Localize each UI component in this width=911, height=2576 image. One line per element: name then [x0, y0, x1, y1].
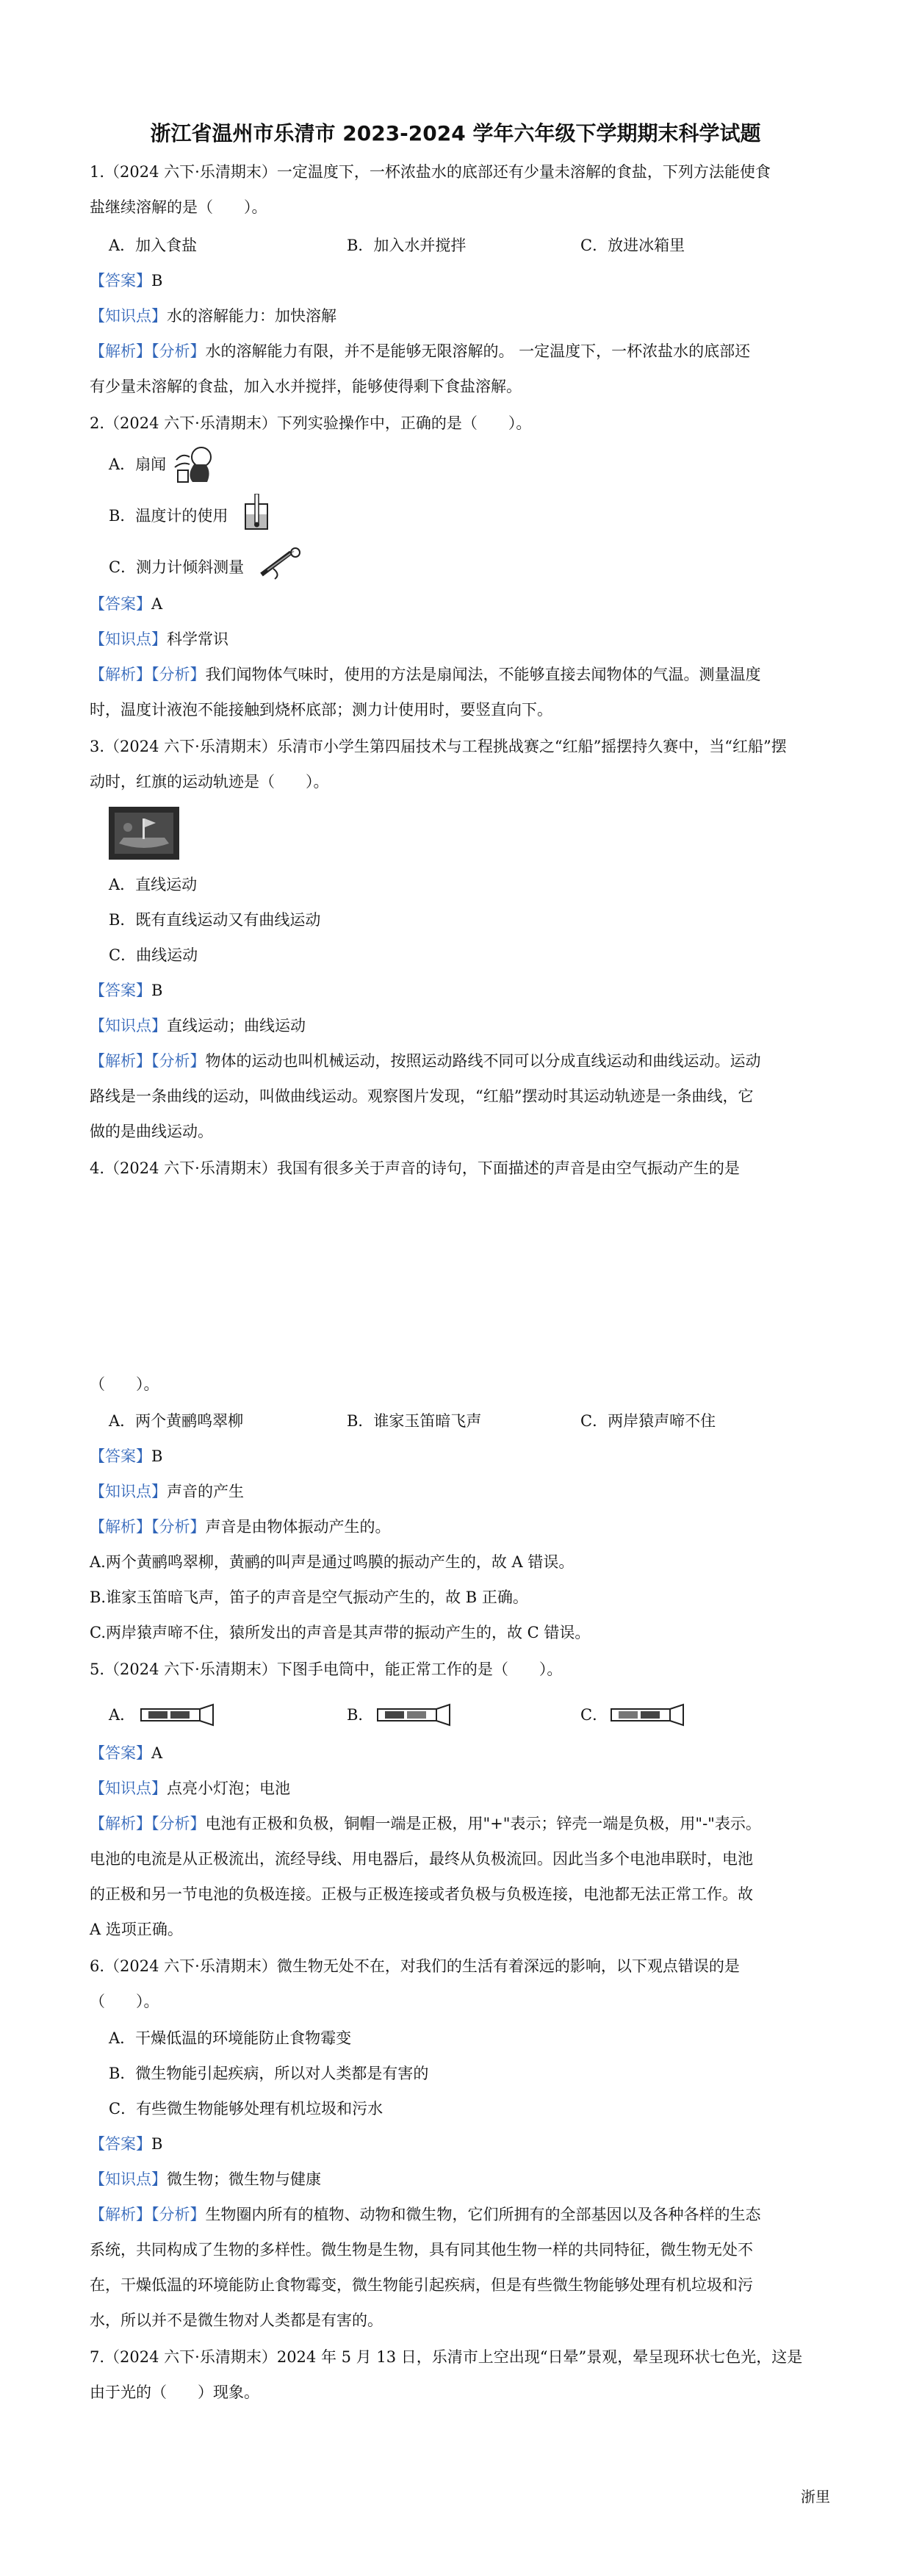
- q6-analysis-line2: 系统，共同构成了生物的多样性。微生物是生物，具有同其他生物一样的共同特征，微生物无处不: [90, 2241, 753, 2259]
- spring-scale-illustration: [259, 545, 304, 580]
- knowledge-value: 点亮小灯泡；电池: [167, 1780, 290, 1797]
- q4-option-b: B．谁家玉笛暗飞声: [347, 1412, 482, 1430]
- knowledge-value: 科学常识: [167, 630, 228, 648]
- q2-option-c: C．测力计倾斜测量: [109, 558, 245, 576]
- q2-answer: [90, 592, 823, 616]
- q6-analysis-line1: [90, 2203, 823, 2226]
- flashlight-c-icon: [610, 1703, 686, 1727]
- q3-analysis-line3: 做的是曲线运动。: [90, 1123, 213, 1140]
- q3-knowledge: [90, 1014, 823, 1037]
- q5-analysis-line1: [90, 1812, 823, 1835]
- answer-tag: 【答案】: [90, 595, 151, 613]
- q6-option-b: B．微生物能引起疾病，所以对人类都是有害的: [109, 2065, 429, 2082]
- q5-option-c: C．: [580, 1706, 608, 1724]
- q1-knowledge: [90, 304, 823, 328]
- q5-stem-line1: 5.（2024 六下·乐清期末）下图手电筒中，能正常工作的是（ ）。: [90, 1661, 563, 1678]
- q3-option-a: A．直线运动: [109, 876, 198, 893]
- knowledge-tag: 【知识点】: [90, 1483, 167, 1500]
- knowledge-value: 微生物；微生物与健康: [167, 2170, 321, 2188]
- knowledge-tag: 【知识点】: [90, 630, 167, 648]
- analysis-tag: 【解析】【分析】: [90, 1518, 206, 1536]
- analysis-tag: 【解析】【分析】: [90, 2206, 206, 2223]
- q5-analysis-line4: A 选项正确。: [90, 1921, 183, 1938]
- analysis-text: 我们闻物体气味时，使用的方法是扇闻法，不能够直接去闻物体的气温。测量温度: [205, 666, 761, 683]
- q1-analysis-line2: 有少量未溶解的食盐，加入水并搅拌，能够使得剩下食盐溶解。: [90, 378, 522, 395]
- knowledge-value: 声音的产生: [167, 1483, 244, 1500]
- q6-stem-line1: 6.（2024 六下·乐清期末）微生物无处不在，对我们的生活有着深远的影响，以下观点错误的是: [90, 1957, 740, 1975]
- q6-stem-line2: （ ）。: [90, 1993, 159, 2010]
- q3-answer: [90, 979, 823, 1002]
- q1-stem-line2: 盐继续溶解的是（ ）。: [90, 198, 267, 216]
- fanning-smell-illustration: [172, 442, 217, 485]
- q6-option-a: A．干燥低温的环境能防止食物霉变: [109, 2029, 352, 2047]
- answer-tag: 【答案】: [90, 272, 151, 289]
- q1-option-a: A．加入食盐: [109, 237, 198, 254]
- q4-option-a: A．两个黄鹂鸣翠柳: [109, 1412, 244, 1430]
- analysis-tag: 【解析】【分析】: [90, 342, 206, 360]
- analysis-tag: 【解析】【分析】: [90, 1815, 206, 1832]
- q5-knowledge: [90, 1777, 823, 1800]
- knowledge-value: 水的溶解能力：加快溶解: [167, 307, 336, 325]
- answer-value: B: [151, 1447, 163, 1465]
- q3-analysis-line1: [90, 1049, 823, 1073]
- flashlight-a-icon: [140, 1703, 216, 1727]
- q3-stem-line1: 3.（2024 六下·乐清期末）乐清市小学生第四届技术与工程挑战赛之“红船”摇摆持久赛中，当“红船”摆: [90, 738, 787, 755]
- q2-analysis-line1: [90, 663, 823, 686]
- q4-analysis-c: C.两岸猿声啼不住，猿所发出的声音是其声带的振动产生的，故 C 错误。: [90, 1624, 591, 1641]
- q5-option-a: A．: [109, 1706, 136, 1724]
- q4-analysis-a: A.两个黄鹂鸣翠柳，黄鹂的叫声是通过鸣膜的振动产生的，故 A 错误。: [90, 1553, 575, 1571]
- knowledge-tag: 【知识点】: [90, 1780, 167, 1797]
- q3-option-c: C．曲线运动: [109, 946, 198, 964]
- q3-option-b: B．既有直线运动又有曲线运动: [109, 911, 321, 929]
- q6-analysis-line3: 在，干燥低温的环境能防止食物霉变，微生物能引起疾病，但是有些微生物能够处理有机垃圾和污: [90, 2276, 753, 2294]
- q1-analysis-line1: [90, 339, 823, 363]
- q5-analysis-line3: 的正极和另一节电池的负极连接。正极与正极连接或者负极与负极连接，电池都无法正常工作。故: [90, 1885, 753, 1903]
- page-footer: 浙里: [801, 2488, 830, 2505]
- analysis-text: 物体的运动也叫机械运动，按照运动路线不同可以分成直线运动和曲线运动。运动: [205, 1052, 761, 1070]
- knowledge-tag: 【知识点】: [90, 1017, 167, 1035]
- answer-value: A: [151, 595, 163, 613]
- q4-stem-line1: 4.（2024 六下·乐清期末）我国有很多关于声音的诗句，下面描述的声音是由空气振动产生的是: [90, 1159, 740, 1177]
- q2-knowledge: [90, 627, 823, 651]
- q3-stem-line2: 动时，红旗的运动轨迹是（ ）。: [90, 773, 329, 791]
- q4-analysis-b: B.谁家玉笛暗飞声，笛子的声音是空气振动产生的，故 B 正确。: [90, 1589, 528, 1606]
- q4-answer: [90, 1444, 823, 1468]
- q5-analysis-line2: 电池的电流是从正极流出，流经导线、用电器后，最终从负极流回。因此当多个电池串联时，电池: [90, 1850, 753, 1868]
- analysis-tag: 【解析】【分析】: [90, 666, 206, 683]
- answer-value: B: [151, 2135, 163, 2153]
- analysis-text: 电池有正极和负极，铜帽一端是正极，用"+"表示；锌壳一端是负极，用"-"表示。: [205, 1815, 761, 1832]
- red-boat-photo: [109, 807, 179, 860]
- q6-option-c: C．有些微生物能够处理有机垃圾和污水: [109, 2100, 384, 2118]
- answer-tag: 【答案】: [90, 982, 151, 999]
- knowledge-tag: 【知识点】: [90, 307, 167, 325]
- answer-value: B: [151, 272, 163, 289]
- q4-analysis-line1: [90, 1515, 823, 1539]
- q6-analysis-line4: 水，所以并不是微生物对人类都是有害的。: [90, 2311, 383, 2329]
- q5-option-b: B．: [347, 1706, 374, 1724]
- analysis-text: 生物圈内所有的植物、动物和微生物，它们所拥有的全部基因以及各种各样的生态: [205, 2206, 761, 2223]
- q4-stem-line2: （ ）。: [90, 1375, 159, 1393]
- answer-tag: 【答案】: [90, 2135, 151, 2153]
- q1-option-b: B．加入水并搅拌: [347, 237, 467, 254]
- answer-value: A: [151, 1744, 163, 1762]
- q4-option-c: C．两岸猿声啼不住: [580, 1412, 716, 1430]
- q1-option-c: C．放进冰箱里: [580, 237, 685, 254]
- analysis-text: 水的溶解能力有限，并不是能够无限溶解的。 一定温度下，一杯浓盐水的底部还: [205, 342, 751, 360]
- knowledge-tag: 【知识点】: [90, 2170, 167, 2188]
- knowledge-value: 直线运动；曲线运动: [167, 1017, 306, 1035]
- page-title: 浙江省温州市乐清市 2023-2024 学年六年级下学期期末科学试题: [150, 121, 761, 145]
- q2-stem-line1: 2.（2024 六下·乐清期末）下列实验操作中，正确的是（ ）。: [90, 414, 532, 432]
- thermometer-beaker-illustration: [242, 494, 270, 530]
- q2-analysis-line2: 时，温度计液泡不能接触到烧杯底部；测力计使用时，要竖直向下。: [90, 701, 552, 719]
- q7-stem-line1: 7.（2024 六下·乐清期末）2024 年 5 月 13 日，乐清市上空出现“日晕”景观，晕呈现环状七色光，这是: [90, 2348, 803, 2366]
- q6-knowledge: [90, 2167, 823, 2191]
- q2-option-a: A．扇闻: [109, 456, 167, 473]
- answer-value: B: [151, 982, 163, 999]
- q1-answer: [90, 269, 823, 292]
- q6-answer: [90, 2132, 823, 2156]
- flashlight-b-icon: [376, 1703, 453, 1727]
- analysis-text: 声音是由物体振动产生的。: [205, 1518, 391, 1536]
- q1-stem-line1: 1.（2024 六下·乐清期末）一定温度下，一杯浓盐水的底部还有少量未溶解的食盐，下列方法能使食: [90, 163, 771, 181]
- q3-analysis-line2: 路线是一条曲线的运动，叫做曲线运动。观察图片发现，“红船”摆动时其运动轨迹是一条曲线，它: [90, 1087, 754, 1105]
- answer-tag: 【答案】: [90, 1744, 151, 1762]
- q2-option-b: B．温度计的使用: [109, 507, 228, 525]
- analysis-tag: 【解析】【分析】: [90, 1052, 206, 1070]
- q4-knowledge: [90, 1480, 823, 1503]
- q5-answer: [90, 1741, 823, 1765]
- q7-stem-line2: 由于光的（ ）现象。: [90, 2383, 259, 2401]
- answer-tag: 【答案】: [90, 1447, 151, 1465]
